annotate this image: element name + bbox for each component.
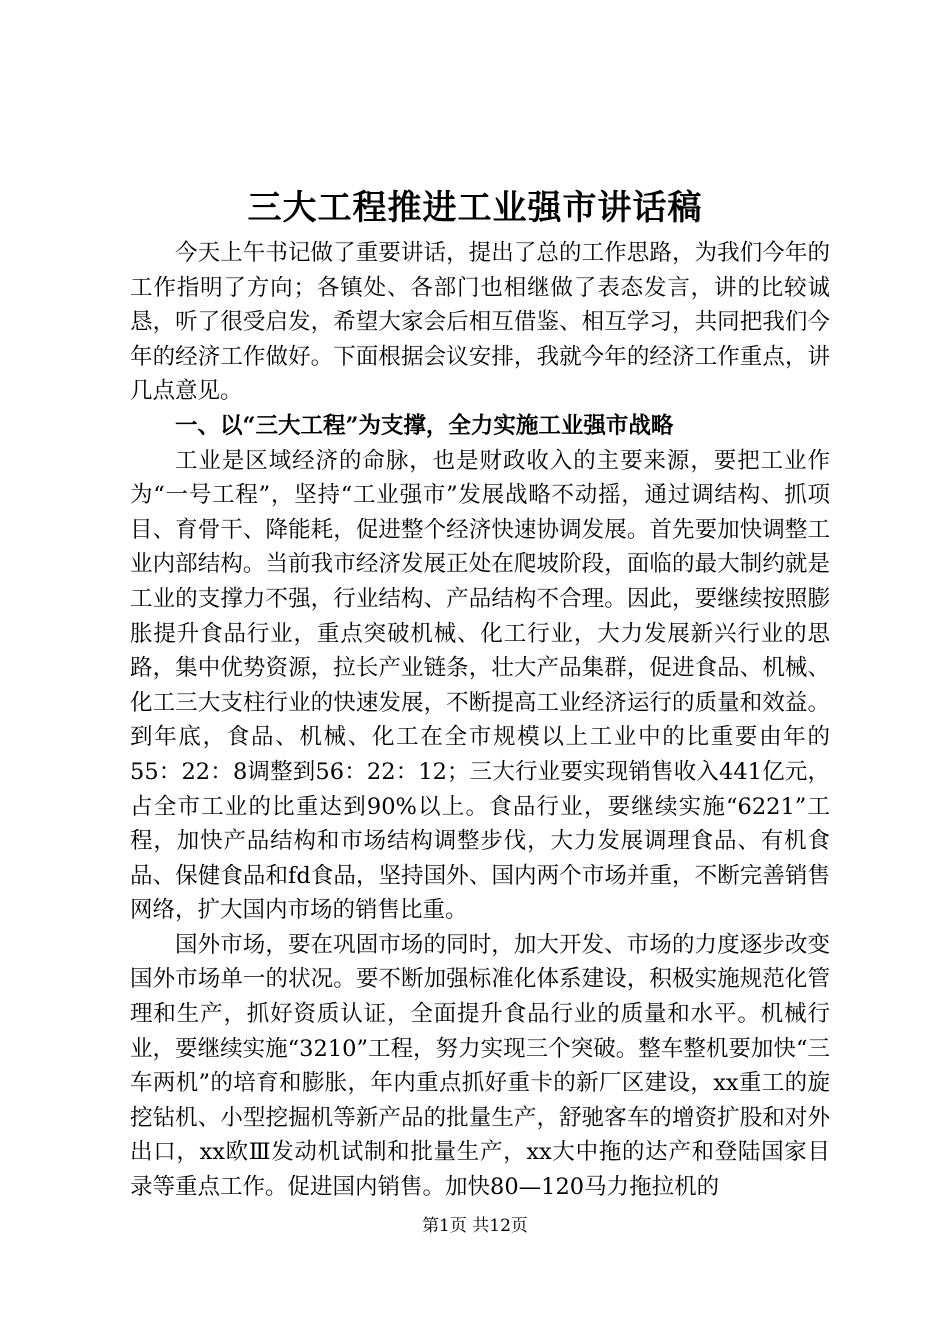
page-number: 第1页 共12页 <box>422 1216 528 1236</box>
body-paragraph: 国外市场，要在巩固市场的同时，加大开发、市场的力度逐步改变国外市场单一的状况。要不断加强标准化体系建设，积极实施规范化管理和生产，抓好资质认证，全面提升食品行业的质量和水平。机械行业，要继续实施“3210”工程，努力实现三个突破。整车整机要加快“三车两机”的培育和膨胀，年内重点抓好重卡的新厂区建设，xx重工的旋挖钻机、小型挖掘机等新产品的批量生产，舒驰客车的增资扩股和对外出口，xx欧Ⅲ发动机试制和批量生产，xx大中拖的达产和登陆国家目录等重点工作。促进国内销售。加快80—120马力拖拉机的 <box>130 931 830 1201</box>
body-paragraph: 工业是区域经济的命脉，也是财政收入的主要来源，要把工业作为“一号工程”，坚持“工业强市”发展战略不动摇，通过调结构、抓项目、育骨干、降能耗，促进整个经济快速协调发展。首先要加快调整工业内部结构。当前我市经济发展正处在爬坡阶段，面临的最大制约就是工业的支撑力不强，行业结构、产品结构不合理。因此，要继续按照膨胀提升食品行业，重点突破机械、化工行业，大力发展新兴行业的思路，集中优势资源，拉长产业链条，壮大产品集群，促进食品、机械、化工三大支柱行业的快速发展，不断提高工业经济运行的质量和效益。到年底，食品、机械、化工在全市规模以上工业中的比重要由年的55：22：8调整到56：22：12；三大行业要实现销售收入441亿元，占全市工业的比重达到90%以上。食品行业，要继续实施“6221”工程，加快产品结构和市场结构调整步伐，大力发展调理食品、有机食品、保健食品和fd食品，坚持国外、国内两个市场并重，不断完善销售网络，扩大国内市场的销售比重。 <box>130 447 830 924</box>
section-heading: 一、以“三大工程”为支撑，全力实施工业强市战略 <box>175 412 674 439</box>
document-body <box>130 236 830 1205</box>
intro-paragraph: 今天上午书记做了重要讲话，提出了总的工作思路，为我们今年的工作指明了方向；各镇处、各部门也相继做了表态发言，讲的比较诚恳，听了很受启发，希望大家会后相互借鉴、相互学习，共同把我们今年的经济工作做好。下面根据会议安排，我就今年的经济工作重点，讲几点意见。 <box>130 240 830 405</box>
document-title: 三大工程推进工业强市讲话稿 <box>247 188 703 228</box>
